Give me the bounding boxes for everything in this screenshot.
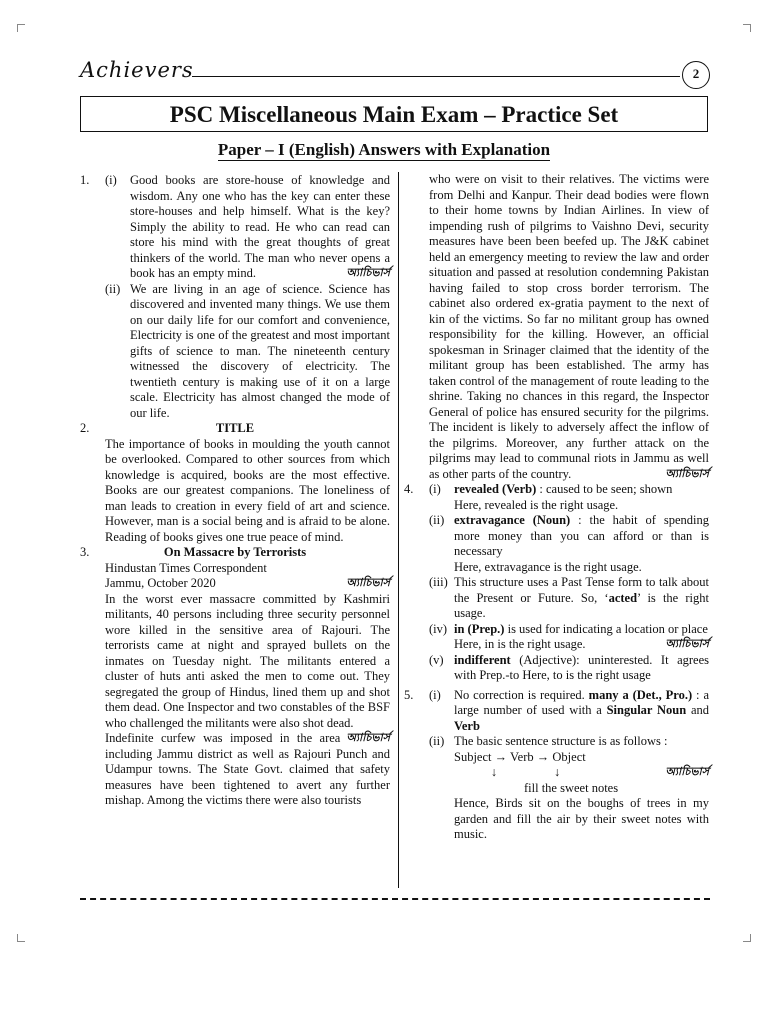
- brand-logo: Achievers: [80, 58, 194, 82]
- term: extravagance (Noun): [454, 513, 571, 527]
- answer-3-continued: [404, 172, 709, 482]
- answer-5: [404, 688, 709, 843]
- definition: (Adjective): uninterested. It agrees with Prep.-to Here, to is the right usage: [454, 652, 709, 682]
- answer-number: 5.: [404, 687, 414, 702]
- page-number: 2: [682, 61, 710, 89]
- arrow-down-icon: ↓: [554, 765, 561, 779]
- footer-dashed-rule: [80, 898, 710, 900]
- text-b: : a large number of used with a: [454, 687, 709, 717]
- subtitle-text: Paper – I (English) Answers with Explanation: [217, 140, 551, 159]
- sub-label: (i): [105, 173, 117, 187]
- term: indifferent: [454, 652, 511, 667]
- answer-3: [80, 545, 390, 809]
- term: in (Prep.): [454, 621, 505, 636]
- sub-label: (v): [429, 652, 444, 667]
- answer-1-ii-text: We are living in an age of science. Science has discovered and invented many things. We use them on our daily life for our comfort and convenience, Electricity is one of the greatest and most important gifts of science to man. The nineteenth century witnessed the discovery of electricity. The twentieth century is making use of it on a large scale. Electricity has almost changed the mode of our life.: [130, 281, 390, 420]
- text-a: No correction is required.: [454, 687, 589, 702]
- dateline-text: Jammu, October 2020: [105, 576, 216, 590]
- structure-subject: Subject: [454, 749, 492, 764]
- structure-line: [454, 750, 709, 766]
- answer-3-dateline: [80, 576, 390, 592]
- sub-label: (ii): [429, 513, 445, 527]
- answer-3-para2: Indefinite curfew was imposed in the area including Jammu district as well as Rajouri Punch and Udampur towns. The State Govt. claimed that safety measures have been tightened to avert any further mishap. Among the victims there were also tourists: [105, 731, 390, 807]
- answer-number: 1.: [80, 173, 90, 187]
- column-divider: [398, 172, 399, 888]
- term: revealed (Verb): [454, 482, 537, 496]
- answer-1: [80, 173, 390, 421]
- watermark-stamp: অ্যাচিভার্স: [346, 267, 390, 279]
- answer-4-v: [404, 653, 709, 684]
- sub-label: (i): [429, 687, 441, 702]
- text-c: and: [686, 703, 709, 717]
- arrow-down-icon: ↓: [490, 765, 498, 779]
- crop-mark-top-right: [743, 24, 751, 32]
- structure-example: fill the sweet notes: [524, 780, 619, 795]
- arrow-right-icon: →: [494, 749, 508, 764]
- usage: Here, extravagance is the right usage.: [454, 559, 642, 574]
- usage: Here, revealed is the right usage.: [454, 497, 619, 512]
- answer-1-i-text: Good books are store-house of knowledge and wisdom. Any one who has the key can enter these store-houses and help himself. What is the key? Simply the ability to read. He who can read can store his mind with the great thoughts of great thinkers of the world. The man who never opens a book has an empty mind.: [130, 173, 390, 280]
- page-title: PSC Miscellaneous Main Exam – Practice Set: [80, 96, 708, 132]
- usage: Here, in is the right usage.: [454, 637, 586, 651]
- structure-intro: The basic sentence structure is as follows :: [454, 734, 668, 748]
- watermark-stamp: অ্যাচিভার্স: [346, 577, 390, 589]
- crop-mark-bottom-left: [17, 934, 25, 942]
- answer-2: [80, 421, 390, 545]
- para1-text: In the worst ever massacre committed by Kashmiri militants, 40 persons including three security personnel wore killed in the sensitive area of Rajouri. The terrorists came at night and sprayed bullets on the inmates on Tuesday night. The militants entered a cluster of huts anti asked the men to come out. They segregated the group of Hindus, lined them up and shot them dead. One Inspector and two constables of the BSF who challenged the militants were also shot dead.: [105, 591, 390, 730]
- definition: : the habit of spending more money than you can afford or than is necessary: [454, 513, 709, 558]
- sub-label: (iv): [429, 621, 448, 636]
- answer-number: 3.: [80, 545, 90, 559]
- down-arrows: [454, 765, 709, 781]
- sub-label: (i): [429, 482, 441, 496]
- structure-verb: Verb: [510, 749, 534, 764]
- answer-number: 4.: [404, 482, 414, 496]
- answer-4-iv: [404, 622, 709, 653]
- answer-2-heading: TITLE: [215, 421, 255, 435]
- answer-5-ii: [404, 734, 709, 843]
- watermark-stamp: অ্যাচিভার্স: [665, 638, 709, 650]
- answer-1-ii: [80, 282, 390, 422]
- sub-label: (ii): [105, 281, 121, 296]
- answer-2-text: The importance of books in moulding the youth cannot be overlooked. Compared to other sources from which knowledge is acquired, books are the most effective. Books are our greatest companions. The loneliness of man leads to creation in every field of art and science. However, man is a social being and is afraid to be alone. Reading of books gives one true peace of mind.: [105, 436, 390, 544]
- explanation-b: ’ is the right usage.: [454, 590, 710, 620]
- definition: : caused to be seen; shown: [536, 482, 673, 496]
- explanation-a: This structure uses a Past Tense form to talk about the Present or Future. So, ‘: [454, 575, 709, 605]
- answer-4-ii: [404, 513, 709, 575]
- answer-4-i: [404, 482, 709, 513]
- structure-object: Object: [552, 749, 586, 764]
- structure-conclusion: Hence, Birds sit on the boughs of trees in my garden and fill the air by their sweet notes with music.: [454, 796, 709, 841]
- watermark-stamp: অ্যাচিভার্স: [665, 766, 709, 778]
- answer-3-heading: On Massacre by Terrorists: [163, 545, 307, 559]
- page-header: [80, 58, 710, 88]
- watermark-stamp: অ্যাচিভার্স: [665, 467, 709, 480]
- answer-4: [404, 482, 709, 684]
- crop-mark-bottom-right: [743, 934, 751, 942]
- watermark-stamp: অ্যাচিভার্স: [346, 732, 390, 744]
- term: acted: [608, 590, 638, 605]
- sub-label: (iii): [429, 575, 448, 589]
- continued-text: who were on visit to their relatives. The victims were from Delhi and Kanpur. Their dead bodies were flown to their home towns by Indian Airlines. In view of impending rush of pilgrims to Vaishno Devi, security measures have been been beefed up. The J&K cabinet held an emergency meeting to review the law and order situation and passed at resolution condemning Pakistan having failed to stop cross border terrorism. The cabinet also ordered ex-gratia payment to the next of kin of the victims. So far no militant group has owned responsibility for the killing. However, an official spokesman in Srinager claimed that the identity of the militant group has been established. The army has taken control of the management of route leading to the shrine. Taking no chances in this regard, the Inspector General of police has ensured security for the pilgrims. The incident is likely to adversely affect the inflow of the pilgrims. Moreover, any further attack on the pilgrims may lead to communal riots in Jammu as well as other parts of the country.: [429, 172, 709, 481]
- answer-3-byline: Hindustan Times Correspondent: [105, 560, 267, 575]
- answer-4-iii: [404, 575, 709, 622]
- sub-label: (ii): [429, 734, 445, 748]
- definition: is used for indicating a location or place: [504, 621, 708, 636]
- answer-3-para1: [80, 591, 390, 744]
- page-subtitle: [0, 140, 768, 160]
- left-column: [80, 173, 390, 809]
- arrow-right-icon: →: [536, 749, 550, 764]
- answer-number: 2.: [80, 421, 90, 435]
- answer-1-i: [80, 173, 390, 282]
- term: Singular Noun: [606, 703, 687, 717]
- right-column: [404, 172, 709, 843]
- header-rule: [192, 76, 680, 77]
- term: Verb: [454, 718, 480, 733]
- crop-mark-top-left: [17, 24, 25, 32]
- term: many a (Det., Pro.): [588, 687, 693, 702]
- answer-5-i: [404, 688, 709, 735]
